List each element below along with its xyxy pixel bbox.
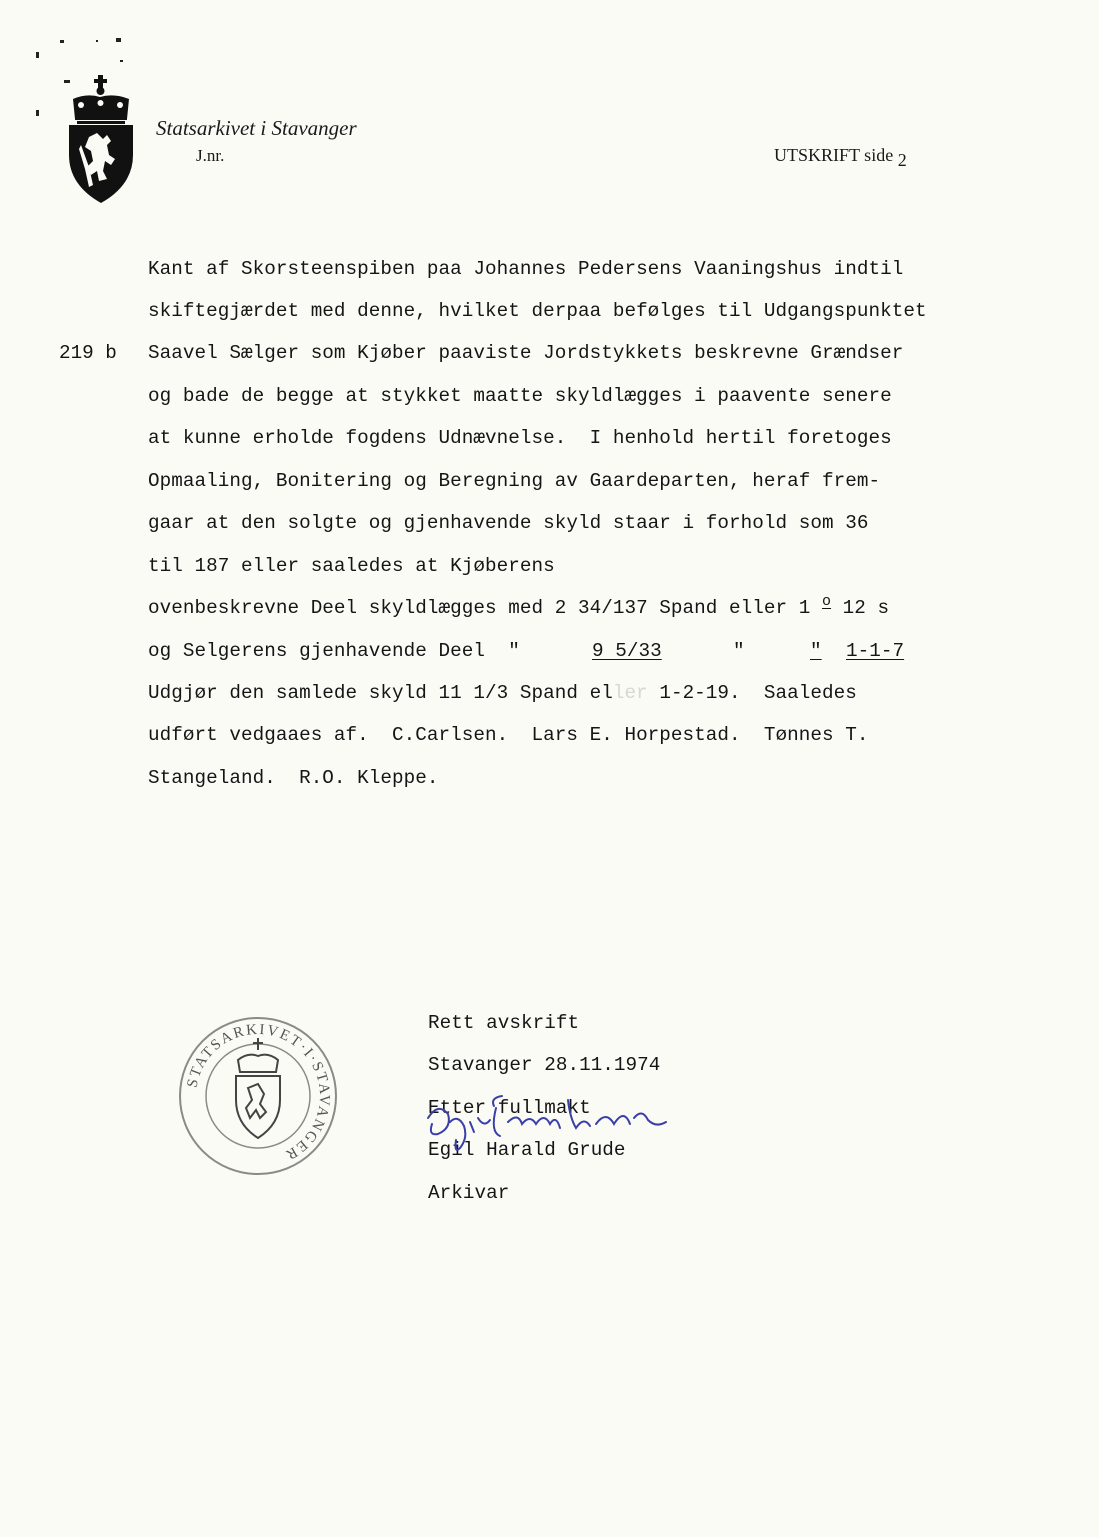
line-10-ditto-2: " — [810, 640, 822, 662]
body-line-3: Saavel Sælger som Kjøber paaviste Jordstykkets beskrevne Grændser — [148, 342, 904, 364]
cert-line-1: Rett avskrift — [428, 1012, 580, 1034]
body-line-2: skiftegjærdet med denne, hvilket derpaa befølges til Udgangspunktet — [148, 300, 927, 322]
line-11-rest: 1-2-19. Saaledes — [647, 682, 857, 704]
body-line-8: til 187 eller saaledes at Kjøberens — [148, 555, 555, 577]
body-line-6: Opmaaling, Bonitering og Beregning av Gaardeparten, heraf frem- — [148, 470, 881, 492]
body-line-5: at kunne erholde fogdens Udnævnelse. I henhold hertil foretoges — [148, 427, 892, 449]
body-line-1: Kant af Skorsteenspiben paa Johannes Pedersens Vaaningshus indtil — [148, 258, 904, 280]
body-line-13: Stangeland. R.O. Kleppe. — [148, 767, 439, 789]
body-line-10 — [148, 640, 905, 662]
line-10-ditto-1: " — [733, 640, 745, 662]
cert-signer-name: Egil Harald Grude — [428, 1139, 626, 1161]
body-line-12: udført vedgaaes af. C.Carlsen. Lars E. Horpestad. Tønnes T. — [148, 724, 869, 746]
cert-authority: Etter fullmakt — [428, 1097, 591, 1119]
body-line-11 — [148, 682, 857, 704]
norwegian-lion-crest-icon — [67, 75, 135, 205]
handwritten-signature — [420, 1088, 670, 1168]
body-line-7: gaar at den solgte og gjenhavende skyld staar i forhold som 36 — [148, 512, 869, 534]
body-line-9 — [148, 593, 890, 619]
document-type-label — [774, 145, 907, 170]
line-9-rest: 12 s — [831, 597, 890, 619]
body-line-10-text: og Selgerens gjenhavende Deel " — [148, 640, 532, 662]
line-10-skyld: 1-1-7 — [846, 640, 905, 662]
page-number: 2 — [897, 150, 907, 170]
journal-number-label: J.nr. — [196, 146, 225, 165]
margin-reference: 219 b — [59, 342, 117, 364]
archive-seal-icon — [178, 1016, 338, 1176]
line-9-superscript: o — [822, 593, 832, 610]
line-11-faint: ler — [612, 682, 648, 704]
cert-place-date: Stavanger 28.11.1974 — [428, 1054, 661, 1076]
utskrift-label: UTSKRIFT side — [774, 145, 894, 165]
cert-signer-title: Arkivar — [428, 1182, 510, 1204]
line-10-spand: 9 5/33 — [592, 640, 662, 662]
body-line-4: og bade de begge at stykket maatte skyldlægges i paavente senere — [148, 385, 892, 407]
seal-text: STATSARKIVET·I·STAVANGER — [184, 1021, 333, 1164]
body-line-9-text: ovenbeskrevne Deel skyldlægges med 2 34/137 Spand eller 1 — [148, 597, 822, 619]
institution-name: Statsarkivet i Stavanger — [156, 116, 357, 140]
body-line-11-text: Udgjør den samlede skyld 11 1/3 Spand el — [148, 682, 613, 704]
